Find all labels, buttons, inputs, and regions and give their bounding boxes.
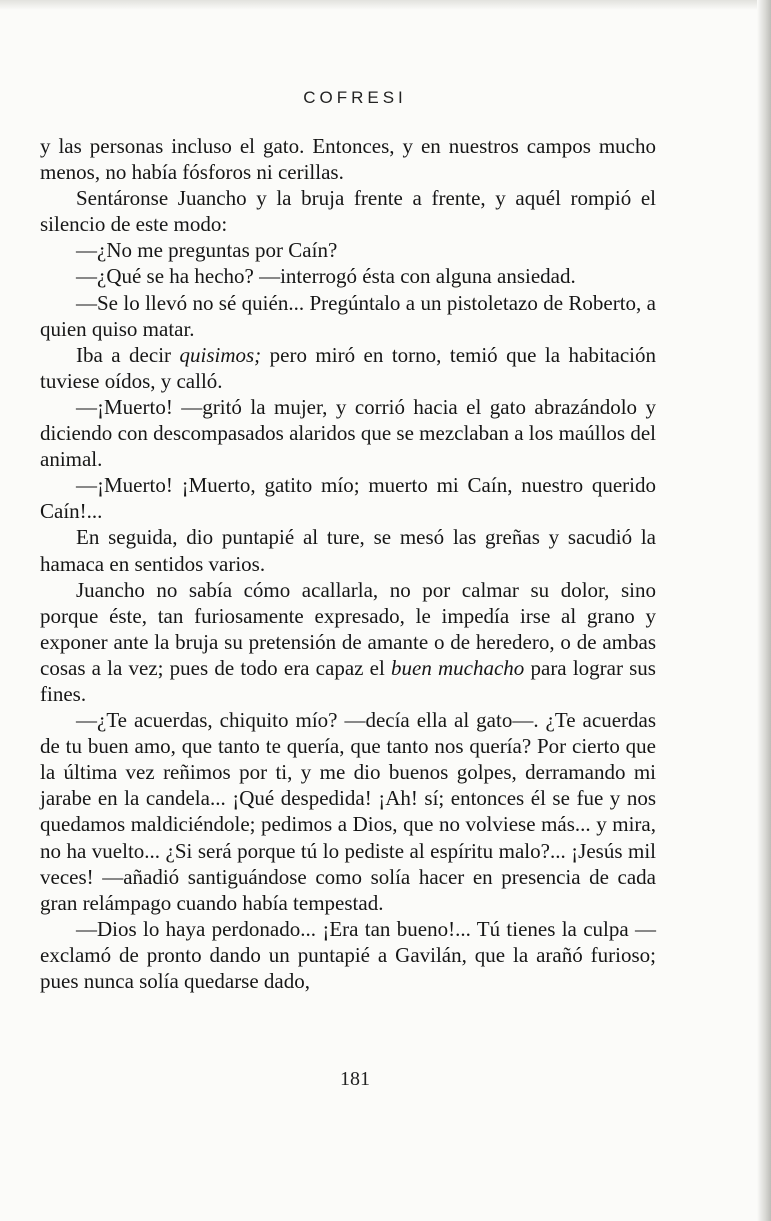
paragraph: y las personas incluso el gato. Entonces, y en nuestros campos mucho menos, no había fósforos ni cerillas. — [40, 134, 656, 185]
paragraph: —¡Muerto! ¡Muerto, gatito mío; muerto mi Caín, nuestro querido Caín!... — [40, 473, 656, 524]
paragraph: Juancho no sabía cómo acallarla, no por calmar su dolor, sino porque éste, tan furiosamente expresado, le impedía irse al grano y exponer ante la bruja su pretensión de amante o de heredero, o de ambas cosas a la vez; pues de todo era capaz el buen muchacho para lograr sus fines. — [40, 577, 656, 706]
page-number: 181 — [340, 1068, 370, 1090]
paragraph: En seguida, dio puntapié al ture, se mesó las greñas y sacudió la hamaca en sentidos varios. — [40, 525, 656, 576]
running-header: COFRESI — [303, 88, 407, 107]
paragraph: —Se lo llevó no sé quién... Pregúntalo a un pistoletazo de Roberto, a quien quiso matar. — [40, 290, 656, 341]
paragraph: Sentáronse Juancho y la bruja frente a frente, y aquél rompió el silencio de este modo: — [40, 186, 656, 237]
page-right-edge — [757, 0, 771, 1221]
paragraph: Iba a decir quisimos; pero miró en torno, temió que la habitación tuviese oídos, y calló. — [40, 342, 657, 393]
paragraph: —¡Muerto! —gritó la mujer, y corrió hacia el gato abrazándolo y diciendo con descompasados alaridos que se mezclaban a los maúllos del animal. — [40, 394, 656, 472]
paragraph: —¿Te acuerdas, chiquito mío? —decía ella al gato—. ¿Te acuerdas de tu buen amo, que tanto te quería, que tanto nos quería? Por cierto que la última vez reñimos por ti, y me dio buenos golpes, derramando mi jarabe en la candela... ¡Qué despedida! ¡Ah! sí; entonces él se fue y nos quedamos maldiciéndole; pedimos a Dios, que no volviese más... y mira, no ha vuelto... ¿Si será porque tú lo pediste al espíritu malo?... ¡Jesús mil veces! —añadió santiguándose como solía hacer en presencia de cada gran relámpago cuando había tempestad. — [40, 708, 656, 915]
paragraph: —¿Qué se ha hecho? —interrogó ésta con alguna ansiedad. — [76, 264, 576, 289]
paragraph: —¿No me preguntas por Caín? — [76, 238, 338, 263]
body-text — [40, 133, 656, 994]
paragraph: —Dios lo haya perdonado... ¡Era tan bueno!... Tú tienes la culpa —exclamó de pronto dando un puntapié a Gavilán, que la arañó furioso; pues nunca solía quedarse dado, — [40, 916, 656, 993]
page-top-shadow — [0, 0, 771, 10]
